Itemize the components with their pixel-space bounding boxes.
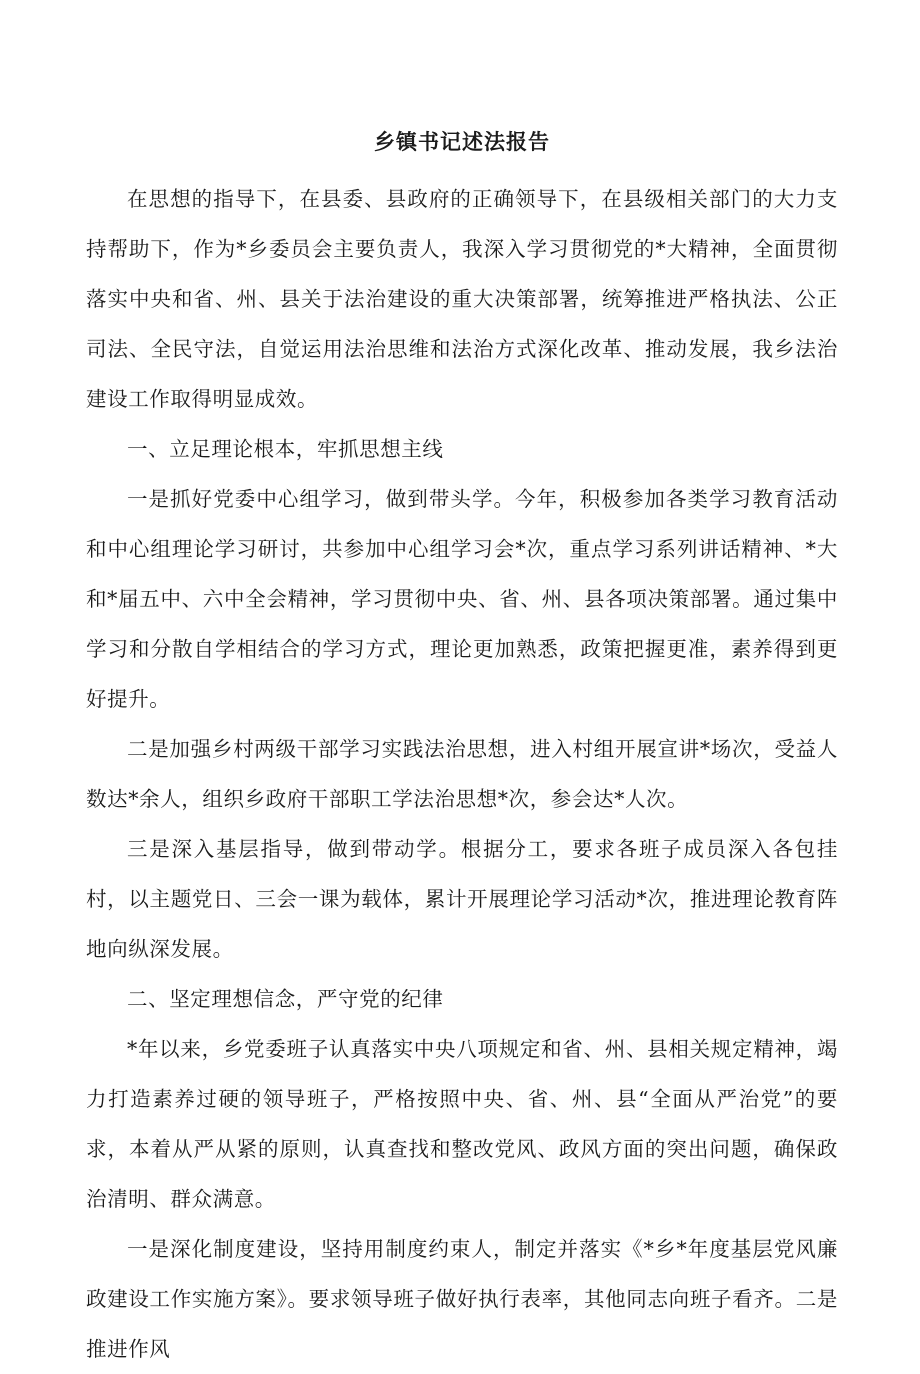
paragraph-grassroots: 三是深入基层指导，做到带动学。根据分工，要求各班子成员深入各包挂村，以主题党日、三会一课为载体，累计开展理论学习活动*次，推进理论教育阵地向纵深发展。 (86, 837, 838, 961)
document-title: 乡镇书记述法报告 (374, 129, 550, 154)
paragraph-study-group: 一是抓好党委中心组学习，做到带头学。今年，积极参加各类学习教育活动和中心组理论学习研讨，共参加中心组学习会*次，重点学习系列讲话精神、*大和*届五中、六中全会精神，学习贯彻中央、省、州、县各项决策部署。通过集中学习和分散自学相结合的学习方式，理论更加熟悉，政策把握更准，素养得到更好提升。 (86, 487, 838, 711)
document-page (86, 128, 838, 1374)
paragraph-discipline: *年以来，乡党委班子认真落实中央八项规定和省、州、县相关规定精神，竭力打造素养过硬的领导班子，严格按照中央、省、州、县“全面从严治党”的要求，本着从严从紧的原则，认真查找和整改党风、政风方面的突出问题，确保政治清明、群众满意。 (86, 1037, 838, 1211)
section-heading-1: 一、立足理论根本，牢抓思想主线 (127, 437, 444, 461)
intro-paragraph: 在思想的指导下，在县委、县政府的正确领导下，在县级相关部门的大力支持帮助下，作为*乡委员会主要负责人，我深入学习贯彻党的*大精神，全面贯彻落实中央和省、州、县关于法治建设的重大决策部署，统筹推进严格执法、公正司法、全民守法，自觉运用法治思维和法治方式深化改革、推动发展，我乡法治建设工作取得明显成效。 (86, 187, 838, 411)
paragraph-system-building: 一是深化制度建设，坚持用制度约束人，制定并落实《*乡*年度基层党风廉政建设工作实施方案》。要求领导班子做好执行表率，其他同志向班子看齐。二是推进作风 (86, 1237, 838, 1361)
section-heading-2: 二、坚定理想信念，严守党的纪律 (127, 987, 444, 1011)
paragraph-cadre-study: 二是加强乡村两级干部学习实践法治思想，进入村组开展宣讲*场次，受益人数达*余人，组织乡政府干部职工学法治思想*次，参会达*人次。 (86, 737, 838, 811)
